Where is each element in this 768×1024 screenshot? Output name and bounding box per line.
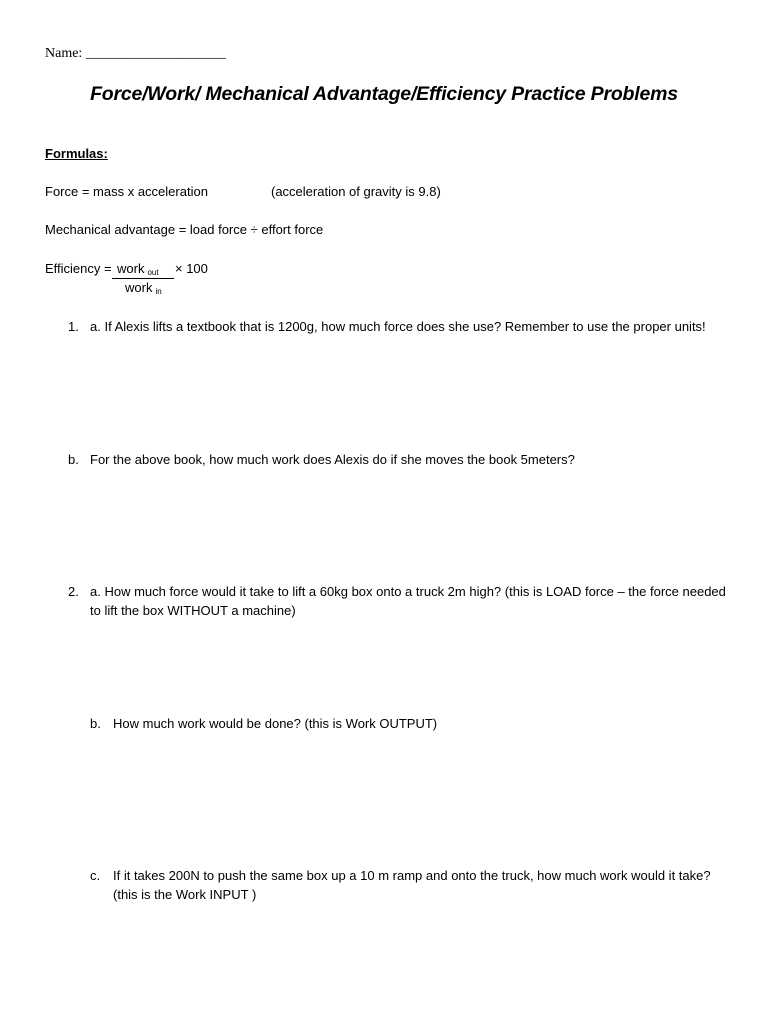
mechanical-advantage-formula: Mechanical advantage = load force ÷ effort force — [45, 222, 324, 237]
fraction-bar — [112, 278, 174, 279]
question-2b — [90, 714, 723, 733]
question-2a — [68, 582, 726, 620]
efficiency-denominator-text: work — [125, 280, 153, 295]
question-2b-marker: b. — [90, 716, 101, 731]
question-1-marker: 1. — [68, 319, 79, 334]
formulas-heading: Formulas: — [45, 146, 108, 161]
page-title: Force/Work/ Mechanical Advantage/Efficiency Practice Problems — [90, 83, 678, 105]
question-2c-text: If it takes 200N to push the same box up a 10 m ramp and onto the truck, how much work would it take? (this is the Work INPUT ) — [113, 868, 711, 902]
force-formula: Force = mass x acceleration — [45, 184, 208, 199]
efficiency-multiplier: × 100 — [175, 261, 208, 276]
efficiency-label: Efficiency = — [45, 261, 112, 276]
question-1a — [68, 317, 720, 336]
efficiency-denominator-subscript: in — [155, 287, 162, 296]
question-1b — [68, 450, 720, 469]
question-1b-text: For the above book, how much work does Alexis do if she moves the book 5meters? — [90, 452, 575, 467]
question-1b-marker: b. — [68, 452, 79, 467]
question-1a-text: a. If Alexis lifts a textbook that is 1200g, how much force does she use? Remember to use the proper units! — [90, 319, 706, 334]
efficiency-numerator — [117, 261, 159, 277]
efficiency-numerator-subscript: out — [147, 268, 159, 277]
question-2c-marker: c. — [90, 868, 101, 883]
efficiency-denominator — [125, 280, 162, 296]
question-2b-text: How much work would be done? (this is Work OUTPUT) — [113, 716, 438, 731]
gravity-note: (acceleration of gravity is 9.8) — [271, 184, 441, 199]
question-2-marker: 2. — [68, 584, 79, 599]
question-2a-text: a. How much force would it take to lift a 60kg box onto a truck 2m high? (this is LOAD force – the force needed to lift the box WITHOUT a machine) — [90, 584, 726, 618]
efficiency-numerator-text: work — [117, 261, 145, 276]
question-2c — [90, 866, 723, 904]
name-field-label: Name: ____________________ — [45, 46, 226, 61]
